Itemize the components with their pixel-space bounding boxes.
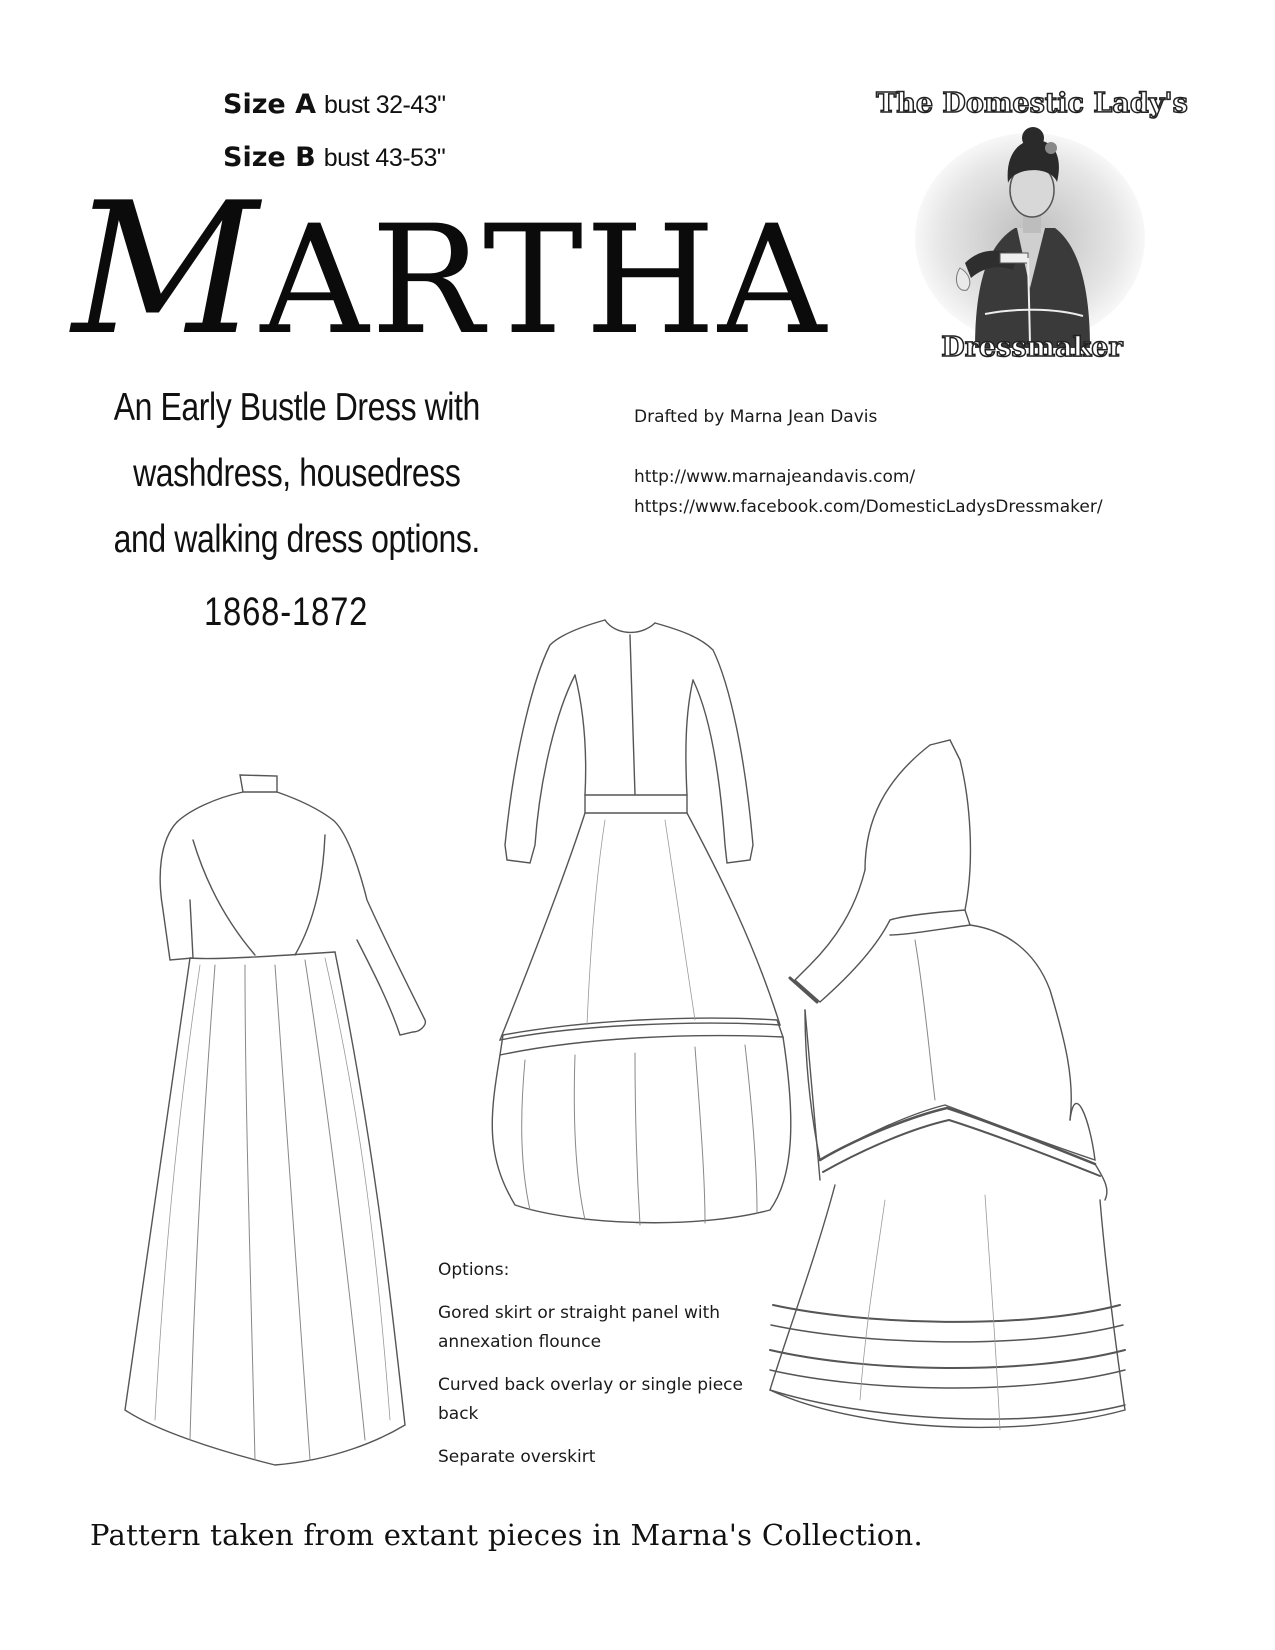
pattern-subtitle (100, 375, 494, 573)
dress-bustle-view-drawing (765, 740, 1165, 1460)
option-item-gored-skirt: Gored skirt or straight panel with annexation flounce (438, 1303, 721, 1352)
title-rest: ARTHA (260, 194, 829, 368)
size-a (223, 78, 446, 131)
drafted-by: Drafted by Marna Jean Davis (634, 407, 878, 427)
size-a-bust: bust 32-43" (324, 91, 446, 119)
logo-bottom-text: Dressmaker (941, 332, 1123, 363)
option-item-back-overlay: Curved back overlay or single piece back (438, 1375, 743, 1424)
size-a-name: Size A (223, 89, 317, 120)
subtitle-line-3: and walking dress options. (113, 518, 480, 561)
website-link[interactable]: http://www.marnajeandavis.com/ (634, 467, 916, 487)
options-heading: Options: (438, 1260, 510, 1280)
facebook-link[interactable]: https://www.facebook.com/DomesticLadysDressmaker/ (634, 497, 1103, 517)
option-item-overskirt: Separate overskirt (438, 1447, 596, 1467)
size-b-bust: bust 43-53" (323, 144, 446, 172)
subtitle-line-1: An Early Bustle Dress with (113, 386, 480, 429)
title-initial: M (72, 163, 261, 375)
options-list (438, 1256, 758, 1486)
logo-top-text: The Domestic Lady's (876, 88, 1188, 119)
dressmaker-logo (876, 78, 1188, 368)
pattern-years: 1868-1872 (204, 590, 369, 634)
dress-back-view-drawing (95, 770, 455, 1490)
size-b-name: Size B (223, 142, 316, 173)
dress-front-view-drawing (495, 615, 795, 1235)
subtitle-line-2: washdress, housedress (133, 452, 461, 495)
pattern-title (72, 163, 829, 375)
footer-note: Pattern taken from extant pieces in Marna's Collection. (90, 1518, 924, 1552)
credits-block (634, 402, 1103, 522)
